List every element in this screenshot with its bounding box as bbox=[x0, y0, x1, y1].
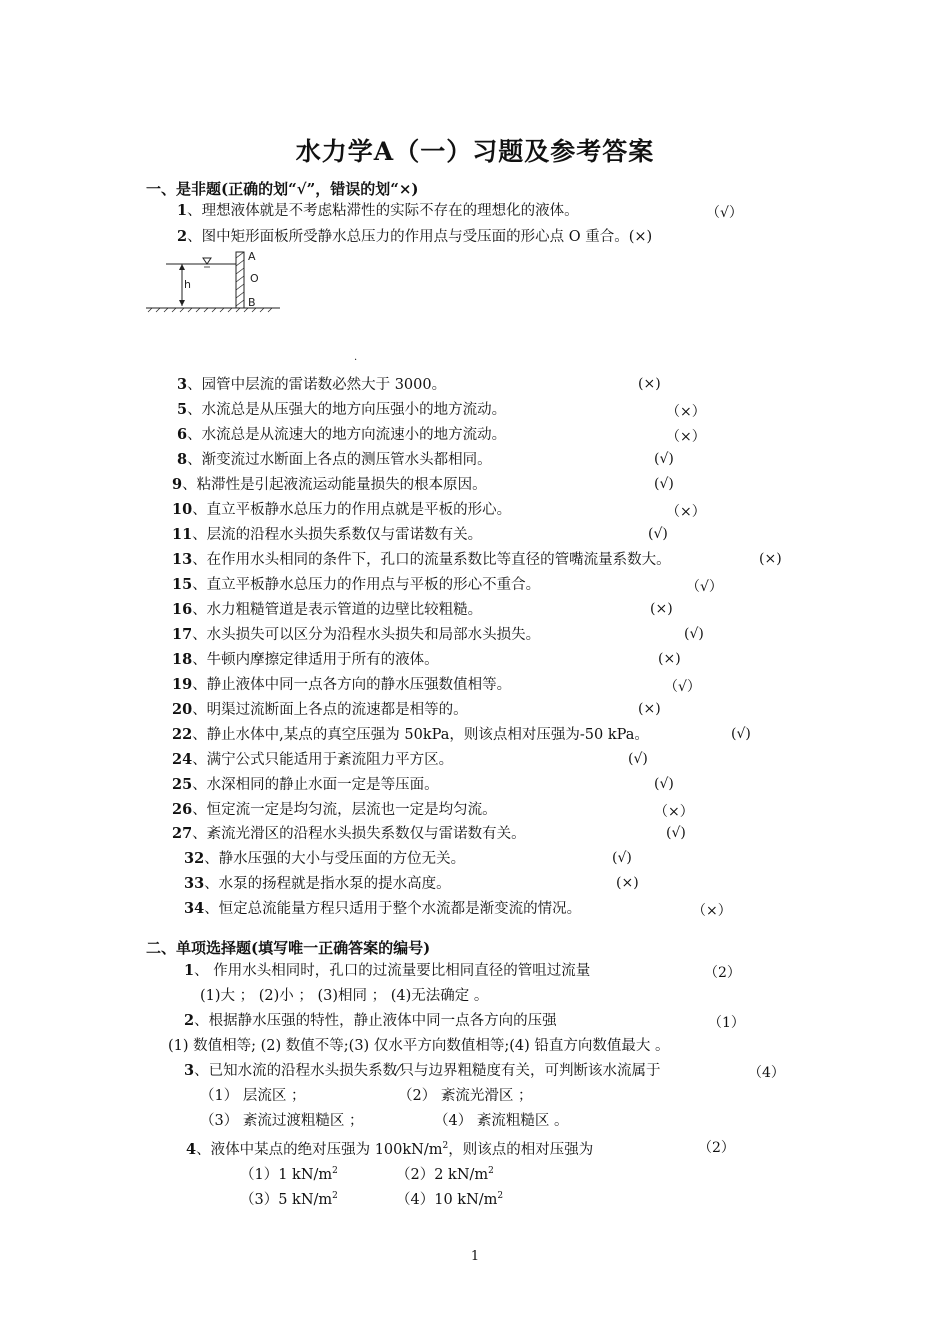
list-item: 6、水流总是从流速大的地方向流速小的地方流动。 bbox=[177, 426, 507, 443]
answer-mark: (×) bbox=[638, 701, 661, 717]
answer-mark: (×) bbox=[638, 376, 661, 392]
list-item: 17、水头损失可以区分为沿程水头损失和局部水头损失。 bbox=[172, 626, 541, 643]
answer-mark: (×) bbox=[759, 551, 782, 567]
list-item: 11、层流的沿程水头损失系数仅与雷诺数有关。 bbox=[172, 526, 483, 543]
list-item: 22、静止水体中,某点的真空压强为 50kPa，则该点相对压强为-50 kPa。 bbox=[172, 726, 649, 743]
list-item: 2、图中矩形面板所受静水总压力的作用点与受压面的形心点 O 重合。(×) bbox=[177, 228, 653, 245]
list-item: 16、水力粗糙管道是表示管道的边壁比较粗糙。 bbox=[172, 601, 483, 618]
question-4: 4、液体中某点的绝对压强为 $100kN/m^2$，则该点的相对压强为 bbox=[186, 1140, 594, 1158]
list-item: 10、直立平板静水总压力的作用点就是平板的形心。 bbox=[172, 501, 512, 518]
answer-mark: （√） bbox=[686, 579, 723, 595]
page-title: 水力学A（一）习题及参考答案 bbox=[295, 137, 655, 166]
answer-mark: （×） bbox=[666, 429, 706, 445]
question-1-options: (1)大 ； (2)小 ； (3)相同 ； (4)无法确定 。 bbox=[200, 988, 489, 1004]
list-item: 1、理想液体就是不考虑粘滞性的实际不存在的理想化的液体。 bbox=[177, 202, 579, 219]
answer-mark: （×） bbox=[692, 903, 732, 919]
stray-dot: . bbox=[354, 352, 358, 363]
list-item: 3、园管中层流的雷诺数必然大于 3000。 bbox=[177, 376, 447, 393]
list-item: 8、渐变流过水断面上各点的测压管水头都相同。 bbox=[177, 451, 492, 468]
answer-mark: (√) bbox=[628, 751, 648, 767]
list-item: 34、恒定总流能量方程只适用于整个水流都是渐变流的情况。 bbox=[184, 900, 582, 917]
section-2-heading: 二、单项选择题(填写唯一正确答案的编号) bbox=[146, 939, 431, 957]
answer-mark: (√) bbox=[654, 476, 674, 492]
option-item: （2） 紊流光滑区 ； bbox=[398, 1088, 533, 1104]
option-item: （1） 层流区 ； bbox=[200, 1088, 306, 1104]
answer-mark: (√) bbox=[648, 526, 668, 542]
list-item: 19、静止液体中同一点各方向的静水压强数值相等。 bbox=[172, 676, 512, 693]
answer-mark: (×) bbox=[658, 651, 681, 667]
list-item: 33、水泵的扬程就是指水泵的提水高度。 bbox=[184, 875, 451, 892]
option-item: （3）5 $kN/m^2$ bbox=[240, 1191, 338, 1208]
answer-mark: (√) bbox=[731, 726, 751, 742]
answer-mark: （×） bbox=[654, 804, 694, 820]
option-item: （3） 紊流过渡粗糙区 ； bbox=[200, 1113, 364, 1129]
question-1: 1、 作用水头相同时，孔口的过流量要比相同直径的管咀过流量 bbox=[184, 962, 591, 979]
answer-mark: (√) bbox=[684, 626, 704, 642]
list-item: 9、粘滞性是引起液流运动能量损失的根本原因。 bbox=[172, 476, 487, 493]
list-item: 24、满宁公式只能适用于紊流阻力平方区。 bbox=[172, 751, 454, 768]
list-item: 25、水深相同的静止水面一定是等压面。 bbox=[172, 776, 439, 793]
list-item: 26、恒定流一定是均匀流，层流也一定是均匀流。 bbox=[172, 801, 497, 818]
point-o-label: O bbox=[250, 272, 259, 285]
list-item: 32、静水压强的大小与受压面的方位无关。 bbox=[184, 850, 466, 867]
option-item: （4）10 $kN/m^2$ bbox=[396, 1191, 504, 1208]
option-item: （1）1 $kN/m^2$ bbox=[240, 1166, 338, 1183]
answer-mark: （2） bbox=[704, 965, 741, 981]
answer-mark: (√) bbox=[666, 825, 686, 841]
depth-label: h bbox=[184, 278, 191, 291]
point-b-label: B bbox=[248, 296, 256, 309]
answer-mark: （×） bbox=[666, 504, 706, 520]
answer-mark: （2） bbox=[698, 1140, 735, 1156]
answer-mark: (√) bbox=[612, 850, 632, 866]
list-item: 18、牛顿内摩擦定律适用于所有的液体。 bbox=[172, 651, 439, 668]
list-item: 20、明渠过流断面上各点的流速都是相等的。 bbox=[172, 701, 468, 718]
list-item: 13、在作用水头相同的条件下，孔口的流量系数比等直径的管嘴流量系数大。 bbox=[172, 551, 671, 568]
answer-mark: (√) bbox=[654, 451, 674, 467]
option-item: （4） 紊流粗糙区 。 bbox=[434, 1113, 569, 1129]
answer-mark: (×) bbox=[650, 601, 673, 617]
answer-mark: （√） bbox=[706, 205, 743, 221]
answer-mark: （1） bbox=[708, 1015, 745, 1031]
option-item: （2）2 $kN/m^2$ bbox=[396, 1166, 494, 1183]
list-item: 27、紊流光滑区的沿程水头损失系数仅与雷诺数有关。 bbox=[172, 825, 526, 842]
answer-mark: (√) bbox=[654, 776, 674, 792]
answer-mark: （4） bbox=[748, 1065, 785, 1081]
point-a-label: A bbox=[248, 250, 256, 263]
page-number: 1 bbox=[470, 1249, 480, 1264]
list-item: 15、直立平板静水总压力的作用点与平板的形心不重合。 bbox=[172, 576, 541, 593]
answer-mark: (×) bbox=[616, 875, 639, 891]
question-2-options: (1) 数值相等; (2) 数值不等;(3) 仅水平方向数值相等;(4) 铅直方向数值最大 。 bbox=[168, 1038, 670, 1054]
question-3: 3、已知水流的沿程水头损失系数⁄只与边界粗糙度有关，可判断该水流属于 bbox=[184, 1062, 661, 1079]
section-1-heading: 一、是非题(正确的划“√”，错误的划“×) bbox=[146, 180, 419, 198]
question-2: 2、根据静水压强的特性，静止液体中同一点各方向的压强 bbox=[184, 1012, 557, 1029]
answer-mark: （×） bbox=[666, 404, 706, 420]
answer-mark: （√） bbox=[664, 679, 701, 695]
list-item: 5、水流总是从压强大的地方向压强小的地方流动。 bbox=[177, 401, 507, 418]
rectangular-plate-diagram bbox=[140, 246, 280, 318]
